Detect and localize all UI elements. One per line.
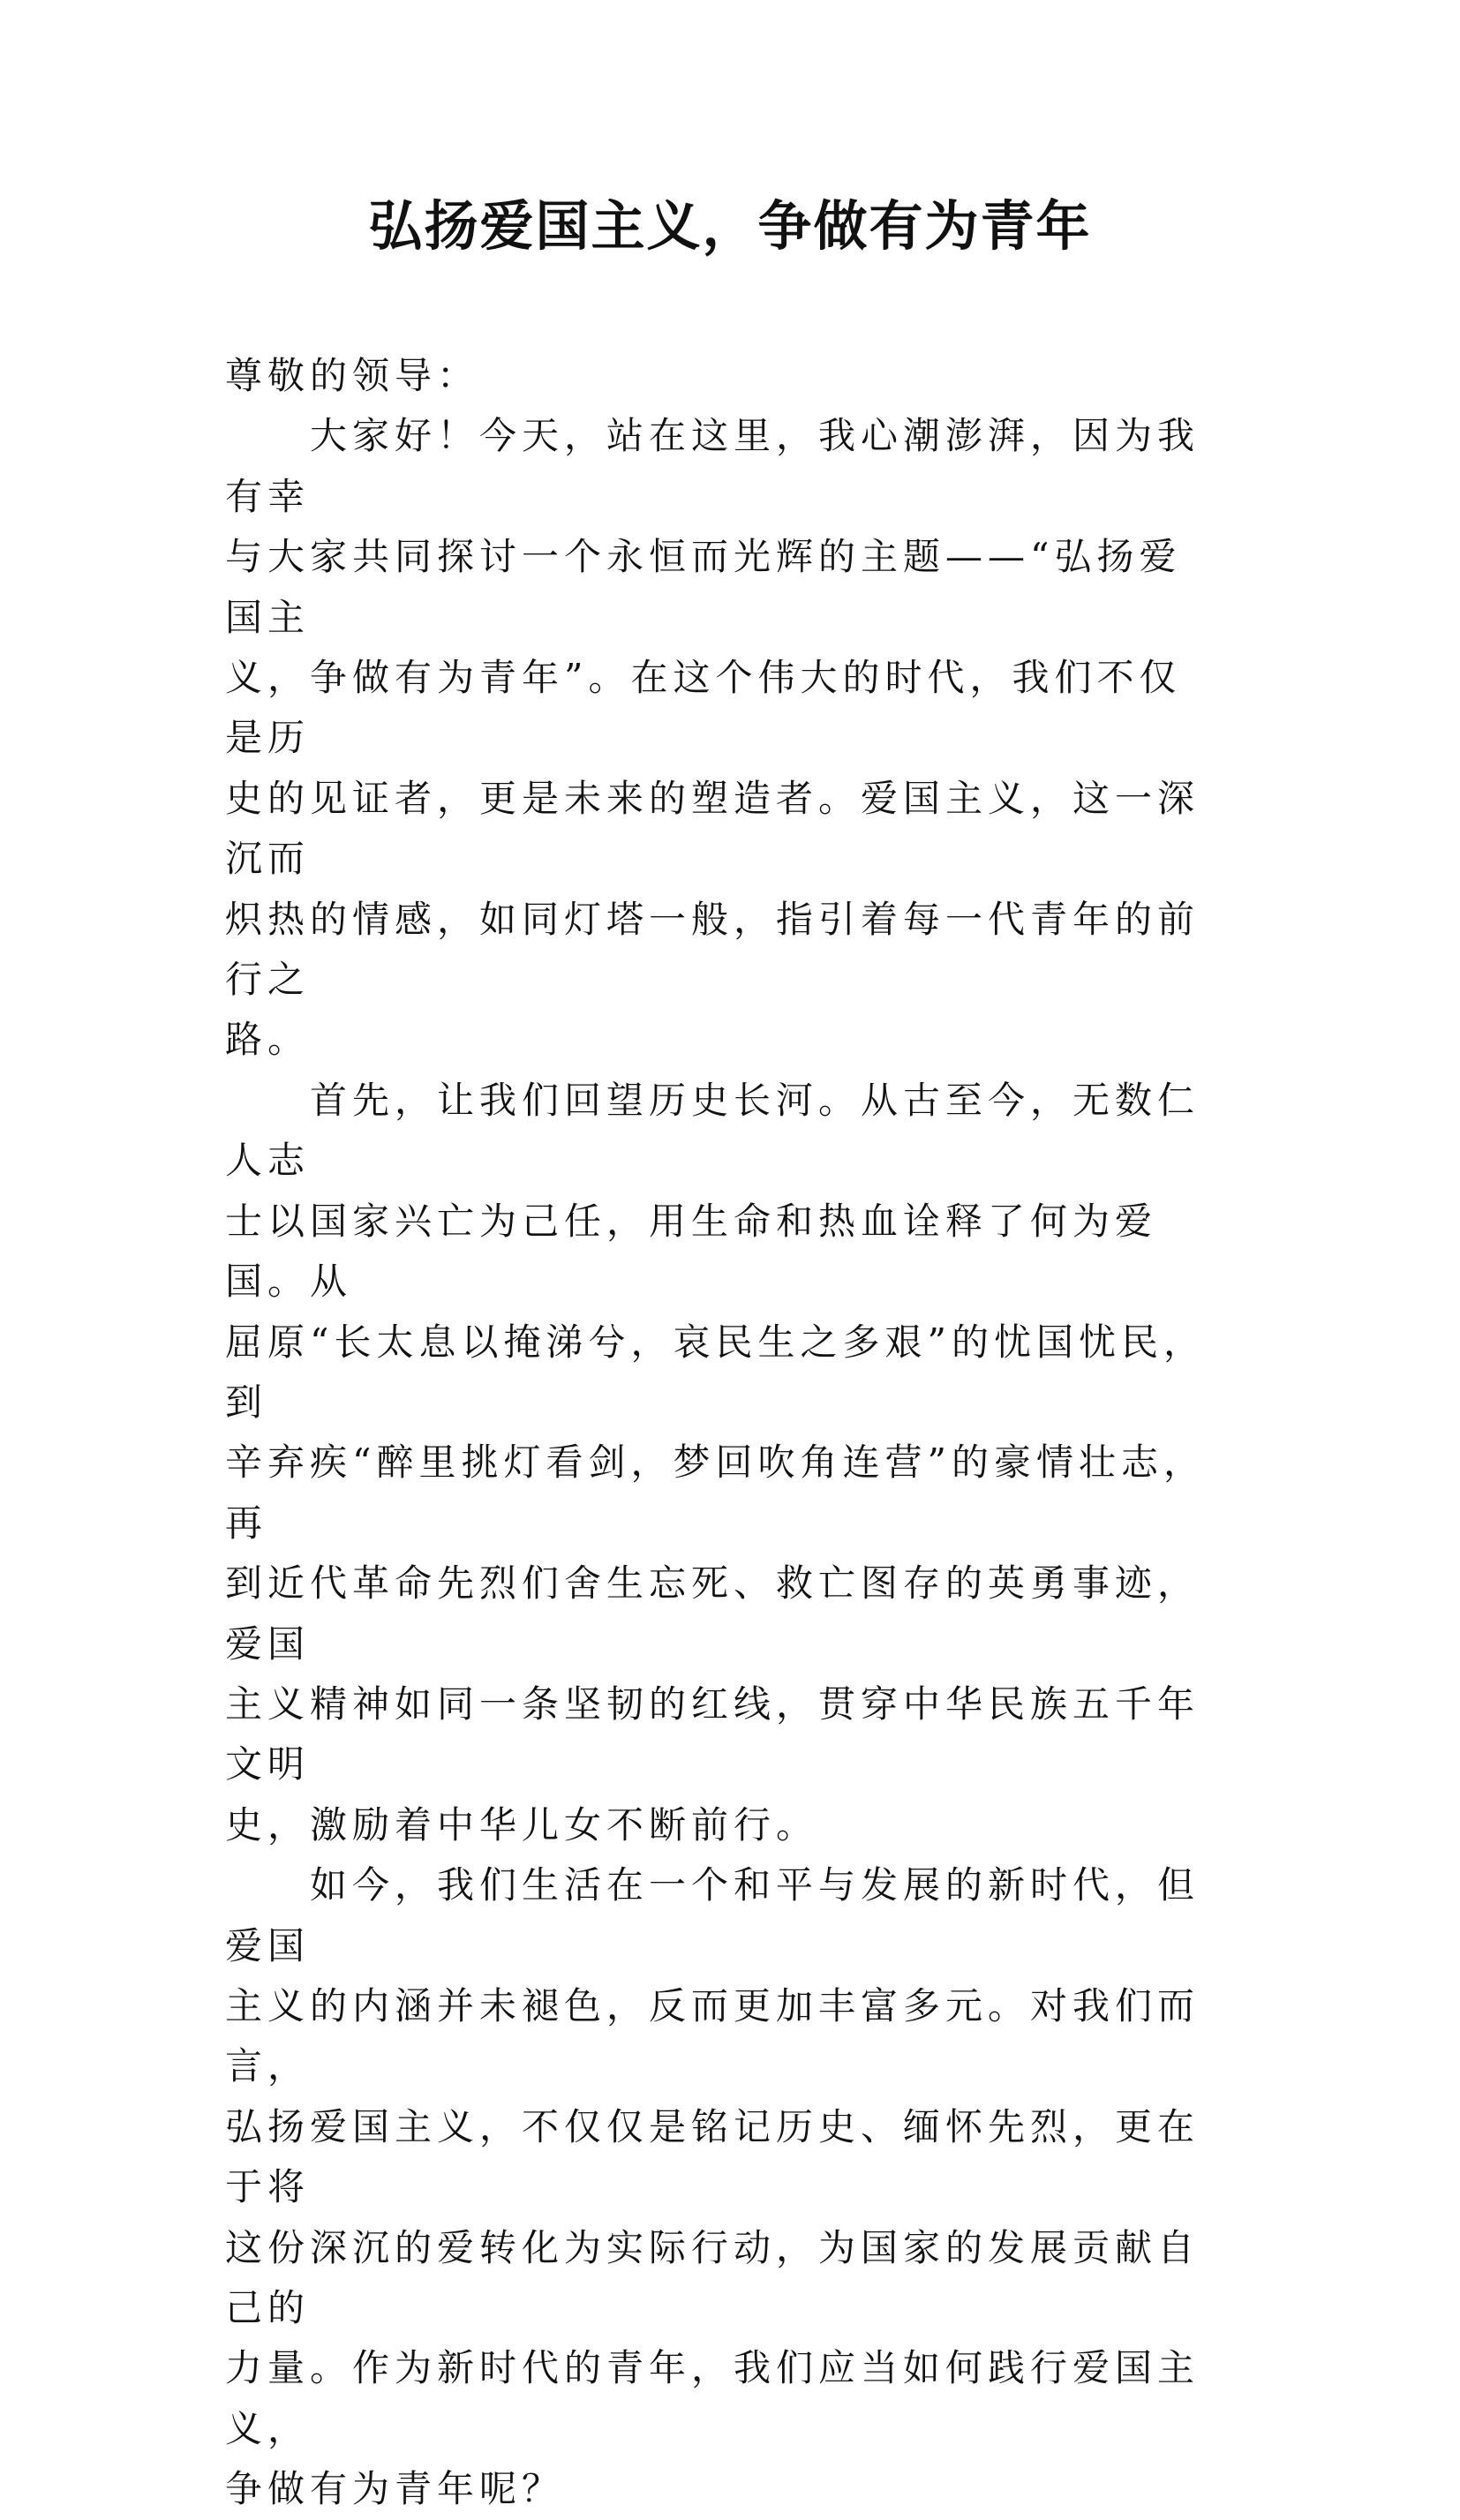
document-title: 弘扬爱国主义，争做有为青年 — [368, 195, 1092, 258]
paragraph-greeting: 大家好！今天，站在这里，我心潮澎湃，因为我有幸 与大家共同探讨一个永恒而光辉的主题——“弘扬爱国主 义，争做有为青年”。在这个伟大的时代，我们不仅是历 史的见证者，更是未来的塑造者。爱国主义，这一深沉而 炽热的情感，如同灯塔一般，指引着每一代青年的前行之 路。 — [225, 414, 1200, 1062]
paragraph-history: 首先，让我们回望历史长河。从古至今，无数仁人志 士以国家兴亡为己任，用生命和热血诠释了何为爱国。从 屈原“长太息以掩涕兮，哀民生之多艰”的忧国忧民，到 辛弃疾“醉里挑灯看剑，梦回吹角连营”的豪情壮志，再 到近代革命先烈们舍生忘死、救亡图存的英勇事迹，爱国 主义精神如同一条坚韧的红线，贯穿中华民族五千年文明 史，激励着中华儿女不断前行。 — [225, 1078, 1206, 1847]
document-body — [225, 346, 1209, 2520]
paragraph-new-era: 如今，我们生活在一个和平与发展的新时代，但爱国 主义的内涵并未褪色，反而更加丰富多元。对我们而言， 弘扬爱国主义，不仅仅是铭记历史、缅怀先烈，更在于将 这份深沉的爱转化为实际行动，为国家的发展贡献自己的 力量。作为新时代的青年，我们应当如何践行爱国主义， 争做有为青年呢？ — [225, 1863, 1200, 2511]
salutation: 尊敬的领导： — [225, 354, 480, 397]
